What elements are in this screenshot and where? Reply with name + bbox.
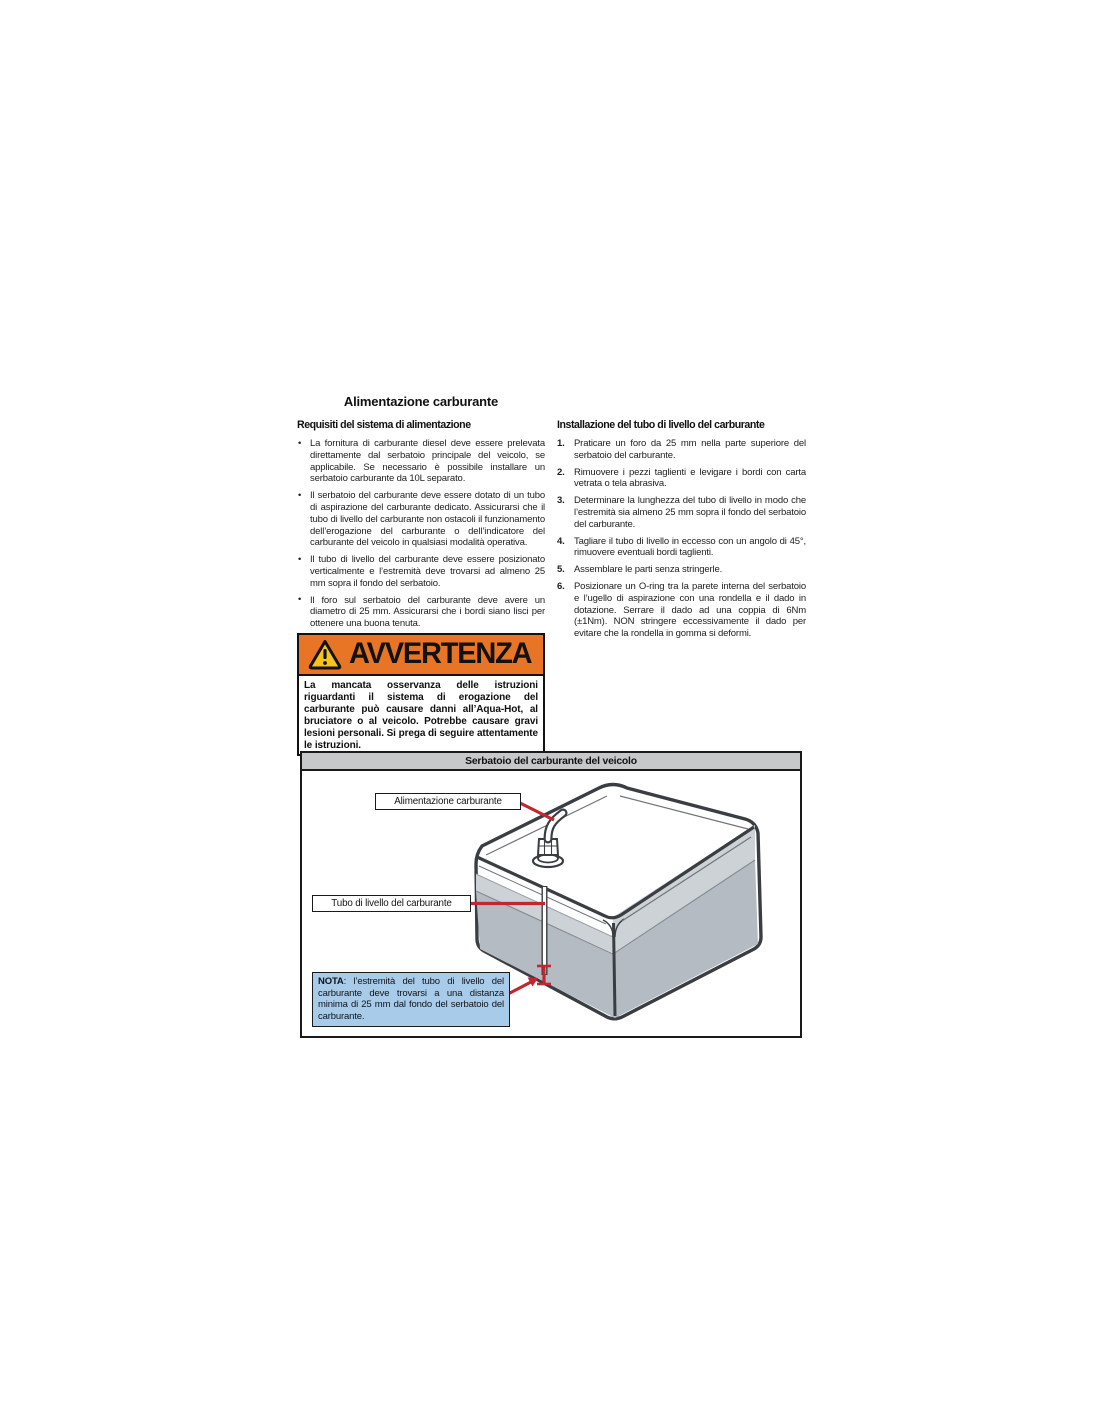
- bullet-marker: •: [298, 553, 302, 565]
- list-item: [557, 438, 806, 462]
- bullet-marker: •: [298, 594, 302, 606]
- list-item: [557, 581, 806, 640]
- list-item: [557, 467, 806, 491]
- bullet-marker: •: [298, 489, 302, 501]
- step-text: Assemblare le parti senza stringerle.: [574, 564, 723, 576]
- list-item: [557, 536, 806, 560]
- step-text: Tagliare il tubo di livello in eccesso con un angolo di 45°, rimuovere eventuali bordi taglienti.: [574, 535, 806, 559]
- diagram-title: Serbatoio del carburante del veicolo: [465, 755, 637, 767]
- step-number: 6.: [557, 580, 565, 592]
- list-item: [297, 595, 545, 630]
- warning-box: [297, 633, 545, 756]
- installation-steps-list: [557, 438, 806, 640]
- step-number: 1.: [557, 438, 565, 449]
- left-column-heading: Requisiti del sistema di alimentazione: [297, 419, 471, 431]
- page-title: Alimentazione carburante: [343, 394, 499, 409]
- step-text: Determinare la lunghezza del tubo di livello in modo che l’estremità sia almeno 25 mm sopra il fondo del serbatoio del carburante.: [574, 495, 806, 530]
- warning-body-text: La mancata osservanza delle istruzioni riguardanti il sistema di erogazione del carburante può causare danni all’Aqua-Hot, al bruciatore o al veicolo. Potrebbe causare gravi lesioni personali. Si prega di seguire attentamente le istruzioni.: [297, 674, 545, 756]
- list-item: [557, 564, 806, 576]
- diagram-panel: [300, 751, 802, 1038]
- list-item: [297, 438, 545, 485]
- step-text: Rimuovere i pezzi taglienti e levigare i bordi con carta vetrata o tela abrasiva.: [574, 466, 806, 490]
- right-column: [557, 419, 806, 645]
- step-number: 2.: [557, 466, 565, 478]
- step-text: Posizionare un O-ring tra la parete interna del serbatoio e l’ugello di aspirazione con una rondella e il dado in dotazione. Serrare il dado ad una coppia di 6Nm (±1Nm). NON stringere eccessivamente il dado per evitare che la rondella in gomma si deformi.: [574, 580, 806, 640]
- note-prefix: NOTA: [318, 976, 344, 987]
- bullet-text: Il foro sul serbatoio del carburante deve avere un diametro di 25 mm. Assicurarsi che i bordi siano lisci per ottenere una buona tenuta.: [310, 594, 545, 630]
- step-number: 3.: [557, 495, 565, 507]
- list-item: [557, 495, 806, 530]
- list-item: [297, 490, 545, 549]
- note-arrow: [508, 978, 538, 995]
- warning-header: [297, 633, 545, 676]
- step-number: 4.: [557, 535, 565, 547]
- list-item: [297, 554, 545, 589]
- requirements-list: [297, 438, 545, 630]
- warning-title: AVVERTENZA: [349, 637, 532, 671]
- step-number: 5.: [557, 564, 565, 576]
- bullet-text: Il serbatoio del carburante deve essere dotato di un tubo di aspirazione del carburante dedicato. Assicurarsi che il tubo di livello del carburante non ostacoli il funzionamento dell’erogazione del carburante o dell’indicatore del carburante del veicolo in qualsiasi modalità operativa.: [310, 490, 545, 549]
- note-box: [312, 972, 510, 1027]
- step-text: Praticare un foro da 25 mm nella parte superiore del serbatoio del carburante.: [574, 438, 806, 461]
- pickup-tube-label-text: Tubo di livello del carburante: [331, 898, 452, 909]
- bullet-text: La fornitura di carburante diesel deve essere prelevata direttamente dal serbatoio principale del veicolo, se applicabile. Se necessario è possibile installare un serbatoio carburante da 10L separato.: [310, 438, 545, 485]
- fuel-supply-label-text: Alimentazione carburante: [394, 796, 502, 807]
- note-text: : l’estremità del tubo di livello del carburante deve trovarsi a una distanza minima di 25 mm dal fondo del serbatoio del carburante.: [318, 976, 504, 1022]
- fuel-supply-label: [375, 793, 521, 810]
- callout-line-fuel-supply: [518, 802, 554, 820]
- pickup-tube-label: [312, 895, 471, 912]
- bullet-text: Il tubo di livello del carburante deve essere posizionato verticalmente e l’estremità deve trovarsi ad almeno 25 mm sopra il fondo del serbatoio.: [310, 554, 545, 589]
- warning-triangle-icon: [308, 639, 342, 670]
- right-column-heading: Installazione del tubo di livello del carburante: [557, 419, 765, 431]
- bullet-marker: •: [298, 437, 302, 449]
- left-column: [297, 419, 545, 635]
